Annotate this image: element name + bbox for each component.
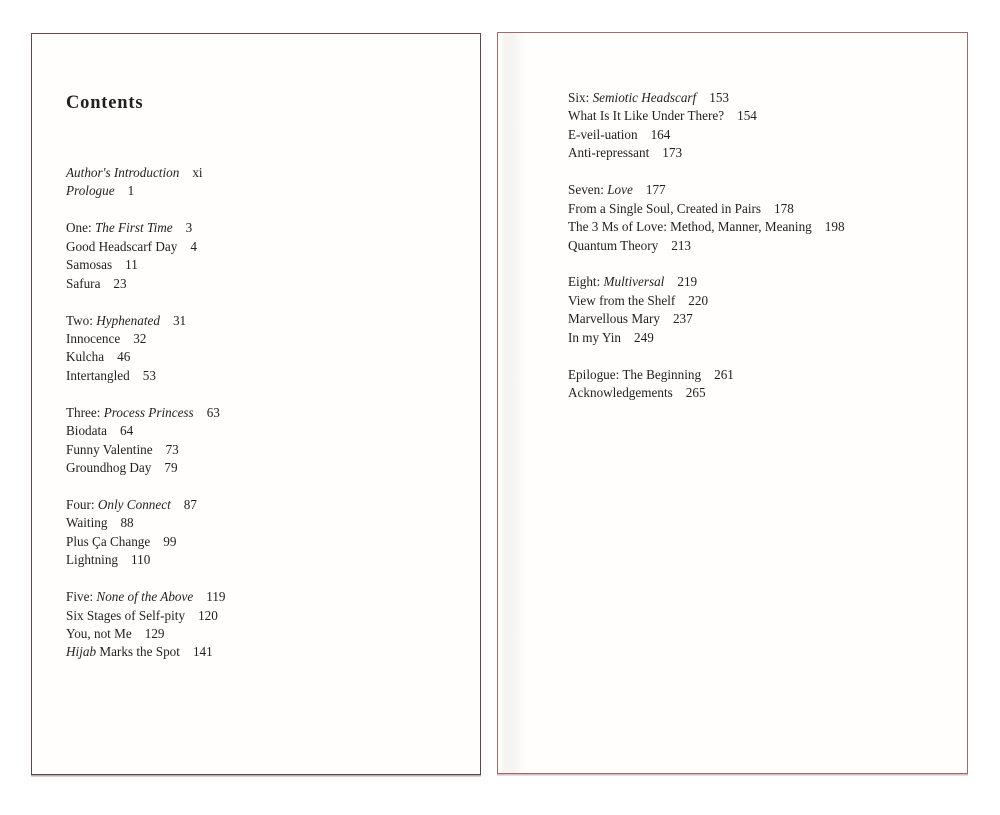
entry-page-number: 177 [645, 182, 666, 198]
toc-entry [66, 514, 452, 532]
entry-title-part: Lightning [66, 552, 119, 568]
entry-title-part: Anti-repressant [568, 145, 650, 161]
toc-list-right [568, 89, 943, 403]
entry-title-part: Eight: [568, 274, 604, 290]
entry-page-number: 63 [206, 404, 220, 420]
entry-page-number: 4 [190, 238, 197, 254]
toc-entry [66, 607, 452, 625]
entry-title-part: Groundhog Day [66, 460, 152, 476]
toc-list-left [66, 164, 452, 662]
toc-entry [568, 218, 943, 236]
toc-entry [568, 329, 943, 347]
entry-page-number: 249 [634, 329, 654, 345]
toc-entry [66, 275, 452, 293]
entry-page-number: 32 [133, 330, 147, 346]
entry-page-number: 11 [125, 257, 138, 273]
toc-entry [568, 273, 943, 291]
entry-page-number: 178 [774, 200, 794, 216]
toc-entry [568, 200, 943, 218]
entry-title-part: From a Single Soul, Created in Pairs [568, 200, 762, 216]
toc-entry [568, 310, 943, 328]
entry-title-part: Waiting [66, 515, 108, 531]
toc-entry [568, 384, 943, 402]
entry-title-part: Funny Valentine [66, 441, 153, 457]
entry-title-part: Three: [66, 404, 104, 420]
toc-entry [66, 404, 452, 422]
toc-entry [66, 330, 452, 348]
entry-page-number: 220 [688, 292, 709, 308]
toc-entry [66, 256, 452, 274]
entry-title-part: None of the Above [96, 589, 194, 605]
entry-title-part: Seven: [568, 182, 608, 198]
contents-heading: Contents [66, 93, 144, 113]
toc-entry [568, 89, 943, 107]
entry-title-part: What Is It Like Under There? [568, 108, 725, 124]
entry-title-part: Epilogue: The Beginning [568, 366, 702, 382]
entry-page-number: 53 [142, 367, 156, 383]
toc-entry [568, 366, 943, 384]
toc-entry [66, 441, 452, 459]
toc-entry [568, 107, 943, 125]
entry-page-number: 3 [185, 220, 193, 236]
entry-page-number: 64 [120, 423, 134, 439]
entry-page-number: 73 [165, 441, 179, 457]
entry-page-number: 261 [714, 366, 734, 382]
entry-title-part: Six: [568, 90, 593, 105]
entry-page-number: 119 [206, 589, 226, 605]
entry-page-number: 164 [650, 126, 671, 142]
toc-entry [66, 625, 452, 643]
toc-group [568, 89, 943, 163]
entry-page-number: 88 [120, 515, 134, 531]
entry-title-part: Love [607, 182, 633, 198]
toc-entry [66, 551, 452, 569]
entry-title-part: Five: [66, 589, 97, 605]
entry-title-part: Quantum Theory [568, 237, 659, 253]
toc-entry [66, 219, 452, 237]
entry-title-part: Process Princess [103, 404, 194, 420]
toc-group [66, 496, 452, 570]
entry-title-part: Samosas [66, 257, 113, 273]
toc-entry [568, 292, 943, 310]
toc-group [66, 312, 452, 386]
toc-entry [568, 144, 943, 162]
entry-title-part: Marks the Spot [96, 644, 180, 660]
toc-entry [66, 643, 452, 661]
entry-title-part: Hijab [66, 644, 97, 660]
toc-group [66, 164, 452, 201]
toc-entry [66, 238, 452, 256]
entry-title-part: One: [66, 220, 95, 236]
toc-group [66, 588, 452, 662]
entry-title-part: Good Headscarf Day [66, 238, 178, 254]
entry-title-part: The 3 Ms of Love: Method, Manner, Meaning [568, 219, 812, 235]
toc-entry [66, 182, 452, 200]
entry-title-part: Only Connect [97, 496, 171, 512]
entry-title-part: Safura [66, 275, 101, 291]
toc-group [66, 219, 452, 293]
toc-entry [568, 237, 943, 255]
toc-group [568, 181, 943, 255]
toc-entry [568, 181, 943, 199]
entry-page-number: 99 [163, 533, 177, 549]
entry-title-part: Marvellous Mary [568, 311, 660, 327]
entry-title-part: You, not Me [66, 626, 132, 642]
toc-entry [66, 348, 452, 366]
entry-page-number: 141 [192, 644, 213, 660]
entry-page-number: 265 [685, 385, 706, 401]
entry-page-number: 219 [677, 274, 698, 290]
toc-entry [66, 588, 452, 606]
entry-title-part: Innocence [66, 330, 121, 346]
entry-title-part: Six Stages of Self-pity [66, 607, 186, 623]
toc-entry [66, 496, 452, 514]
entry-page-number: 31 [172, 312, 187, 328]
entry-title-part: Multiversal [603, 274, 665, 290]
entry-page-number: 87 [183, 496, 197, 512]
toc-entry [66, 164, 452, 182]
entry-title-part: Prologue [66, 183, 115, 199]
entry-title-part: Hyphenated [96, 312, 160, 328]
entry-page-number: 173 [662, 145, 683, 161]
entry-page-number: 237 [672, 311, 693, 327]
toc-entry [568, 126, 943, 144]
entry-title-part: Author's Introduction [66, 165, 180, 180]
toc-group [568, 273, 943, 347]
entry-title-part: In my Yin [568, 329, 621, 345]
entry-title-part: Kulcha [66, 349, 105, 365]
entry-title-part: View from the Shelf [568, 292, 676, 308]
entry-title-part: The First Time [94, 220, 173, 236]
left-page [31, 33, 481, 775]
entry-page-number: 129 [144, 626, 165, 642]
entry-page-number: 154 [737, 108, 757, 124]
entry-title-part: Plus Ça Change [66, 533, 151, 549]
entry-title-part: Two: [66, 312, 97, 328]
toc-group [66, 404, 452, 478]
entry-page-number: 120 [198, 607, 218, 623]
entry-page-number: 46 [117, 349, 131, 365]
entry-page-number: 79 [164, 460, 178, 476]
toc-entry [66, 312, 452, 330]
entry-title-part: Semiotic Headscarf [592, 90, 697, 105]
toc-entry [66, 422, 452, 440]
right-page [497, 32, 968, 774]
entry-title-part: Acknowledgements [568, 385, 673, 401]
entry-page-number: 110 [131, 552, 151, 568]
entry-page-number: 23 [113, 275, 127, 291]
entry-page-number: 198 [824, 219, 845, 235]
entry-page-number: xi [192, 165, 203, 180]
entry-page-number: 1 [127, 183, 135, 199]
entry-title-part: Biodata [66, 423, 108, 439]
toc-group [568, 366, 943, 403]
toc-entry [66, 533, 452, 551]
entry-title-part: Four: [66, 496, 98, 512]
entry-page-number: 213 [671, 237, 692, 253]
entry-page-number: 153 [709, 90, 729, 105]
toc-entry [66, 367, 452, 385]
entry-title-part: Intertangled [66, 367, 130, 383]
entry-title-part: E-veil-uation [568, 126, 638, 142]
toc-entry [66, 459, 452, 477]
